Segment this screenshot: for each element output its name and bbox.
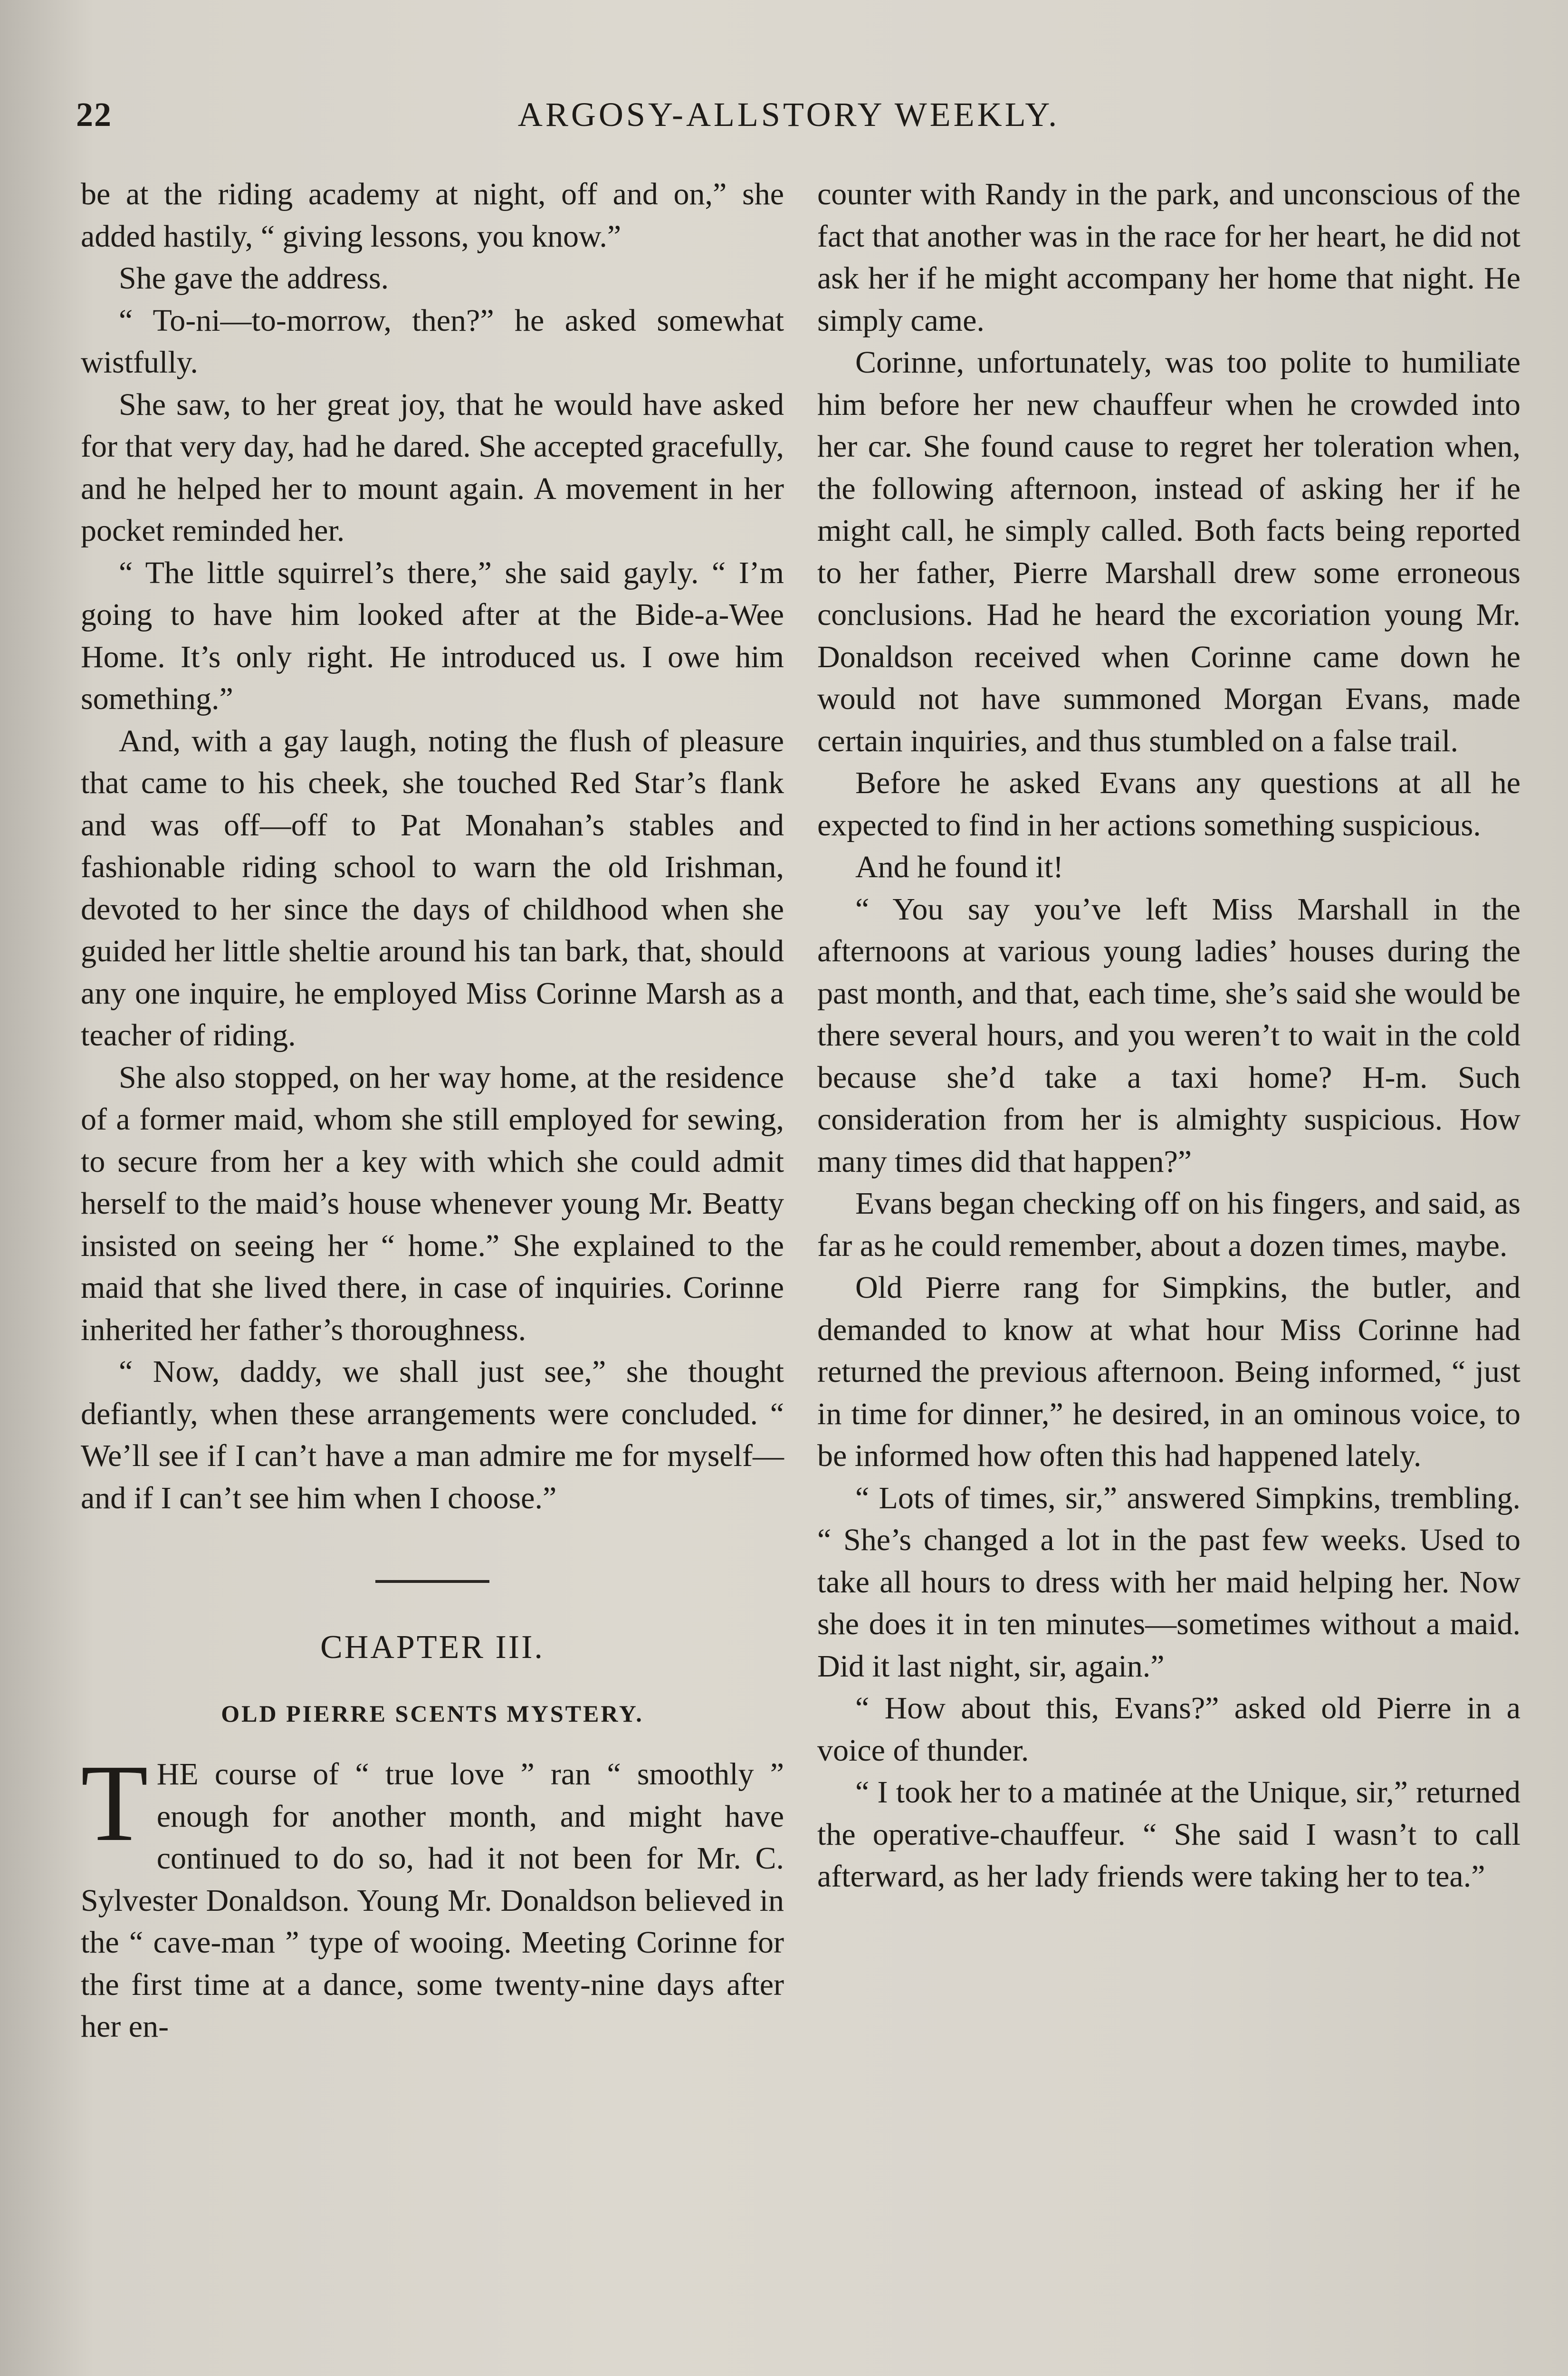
paragraph: Corinne, unfortunately, was too polite to humiliate him before her new chauffeur when he crowded into her car. She found cause to regret her toleration when, the following afternoon, instead of asking her if he might call, he simply called. Both facts being reported to her father, Pierre Marshall drew some erroneous conclusions. Had he heard the excoriation young Mr. Donaldson received when Corinne came down he would not have summoned Morgan Evans, made certain inquiries, and thus stumbled on a false trail. bbox=[817, 345, 1520, 758]
paragraph: “ Lots of times, sir,” answered Simpkins, trembling. “ She’s changed a lot in the past few weeks. Used to take all hours to dress with her maid helping her. Now she does it in ten minutes—sometimes without a maid. Did it last night, sir, again.” bbox=[817, 1480, 1520, 1684]
paragraph: She saw, to her great joy, that he would have asked for that very day, had he dared. She accepted gracefully, and he helped her to mount again. A movement in her pocket reminded her. bbox=[81, 387, 784, 548]
paragraph: And he found it! bbox=[855, 850, 1064, 884]
paragraph: Before he asked Evans any questions at all he expected to find in her actions something suspicious. bbox=[817, 766, 1520, 843]
paragraph: “ I took her to a matinée at the Unique, sir,” returned the operative-chauffeur. “ She said I wasn’t to call afterward, as her lady friends were taking her to tea.” bbox=[817, 1775, 1520, 1894]
right-column bbox=[817, 173, 1520, 1898]
paragraph: “ How about this, Evans?” asked old Pierre in a voice of thunder. bbox=[817, 1691, 1520, 1768]
paragraph: “ To-ni—to-morrow, then?” he asked somewhat wistfully. bbox=[81, 303, 784, 380]
paragraph: And, with a gay laugh, noting the flush of pleasure that came to his cheek, she touched Red Star’s flank and was off—off to Pat Monahan’s stables and fashionable riding school to warn the old Irishman, devoted to her since the days of childhood when she guided her little sheltie around his tan bark, that, should any one inquire, he employed Miss Corinne Marsh as a teacher of riding. bbox=[81, 723, 784, 1053]
paragraph: “ You say you’ve left Miss Marshall in the afternoons at various young ladies’ houses during the past month, and that, each time, she’s said she would be there several hours, and you weren’t to wait in the cold because she’d take a taxi home? H-m. Such consideration from her is almighty suspicious. How many times did that happen?” bbox=[817, 891, 1520, 1179]
text-columns bbox=[81, 173, 1520, 2376]
chapter-title: CHAPTER III. bbox=[320, 1629, 545, 1666]
paragraph: Old Pierre rang for Simpkins, the butler, and demanded to know at what hour Miss Corinne had returned the previous afternoon. Being informed, “ just in time for dinner,” he desired, in an ominous voice, to be informed how often this had happened lately. bbox=[817, 1270, 1520, 1473]
paragraph: be at the riding academy at night, off and on,” she added hastily, “ giving lessons, you know.” bbox=[81, 177, 784, 254]
paragraph: She also stopped, on her way home, at the residence of a former maid, whom she still employed for sewing, to secure from her a key with which she could admit herself to the maid’s house whenever young Mr. Beatty insisted on seeing her “ home.” She explained to the maid that she lived there, in case of inquiries. Corinne inherited her father’s thoroughness. bbox=[81, 1060, 784, 1347]
chapter-subtitle: OLD PIERRE SCENTS MYSTERY. bbox=[221, 1700, 644, 1727]
page-header bbox=[76, 95, 1501, 138]
paragraph: Evans began checking off on his fingers, and said, as far as he could remember, about a dozen times, maybe. bbox=[817, 1186, 1520, 1263]
chapter-opening-text: HE course of “ true love ” ran “ smoothly ” enough for another month, and might have continued to do so, had it not been for Mr. C. Sylvester Donaldson. Young Mr. Donaldson believed in the “ cave-man ” type of wooing. Meeting Corinne for the first time at a dance, some twenty-nine days after her en- bbox=[81, 1757, 784, 2044]
paragraph: She gave the address. bbox=[119, 261, 389, 296]
paragraph: “ The little squirrel’s there,” she said gayly. “ I’m going to have him looked after at the Bide-a-Wee Home. It’s only right. He introduced us. I owe him something.” bbox=[81, 555, 784, 716]
left-column bbox=[81, 173, 784, 2048]
running-head: ARGOSY-ALLSTORY WEEKLY. bbox=[517, 96, 1060, 134]
chapter-opening bbox=[81, 1742, 784, 2048]
page-number: 22 bbox=[76, 96, 112, 134]
section-divider bbox=[375, 1580, 489, 1583]
paragraph: counter with Randy in the park, and unconscious of the fact that another was in the race for her heart, he did not ask her if he might accompany her home that night. He simply came. bbox=[817, 177, 1520, 338]
drop-cap: T bbox=[81, 1742, 148, 1864]
paragraph: “ Now, daddy, we shall just see,” she thought defiantly, when these arrangements were concluded. “ We’ll see if I can’t have a man admire me for myself—and if I can’t see him when I choose.” bbox=[81, 1354, 784, 1515]
